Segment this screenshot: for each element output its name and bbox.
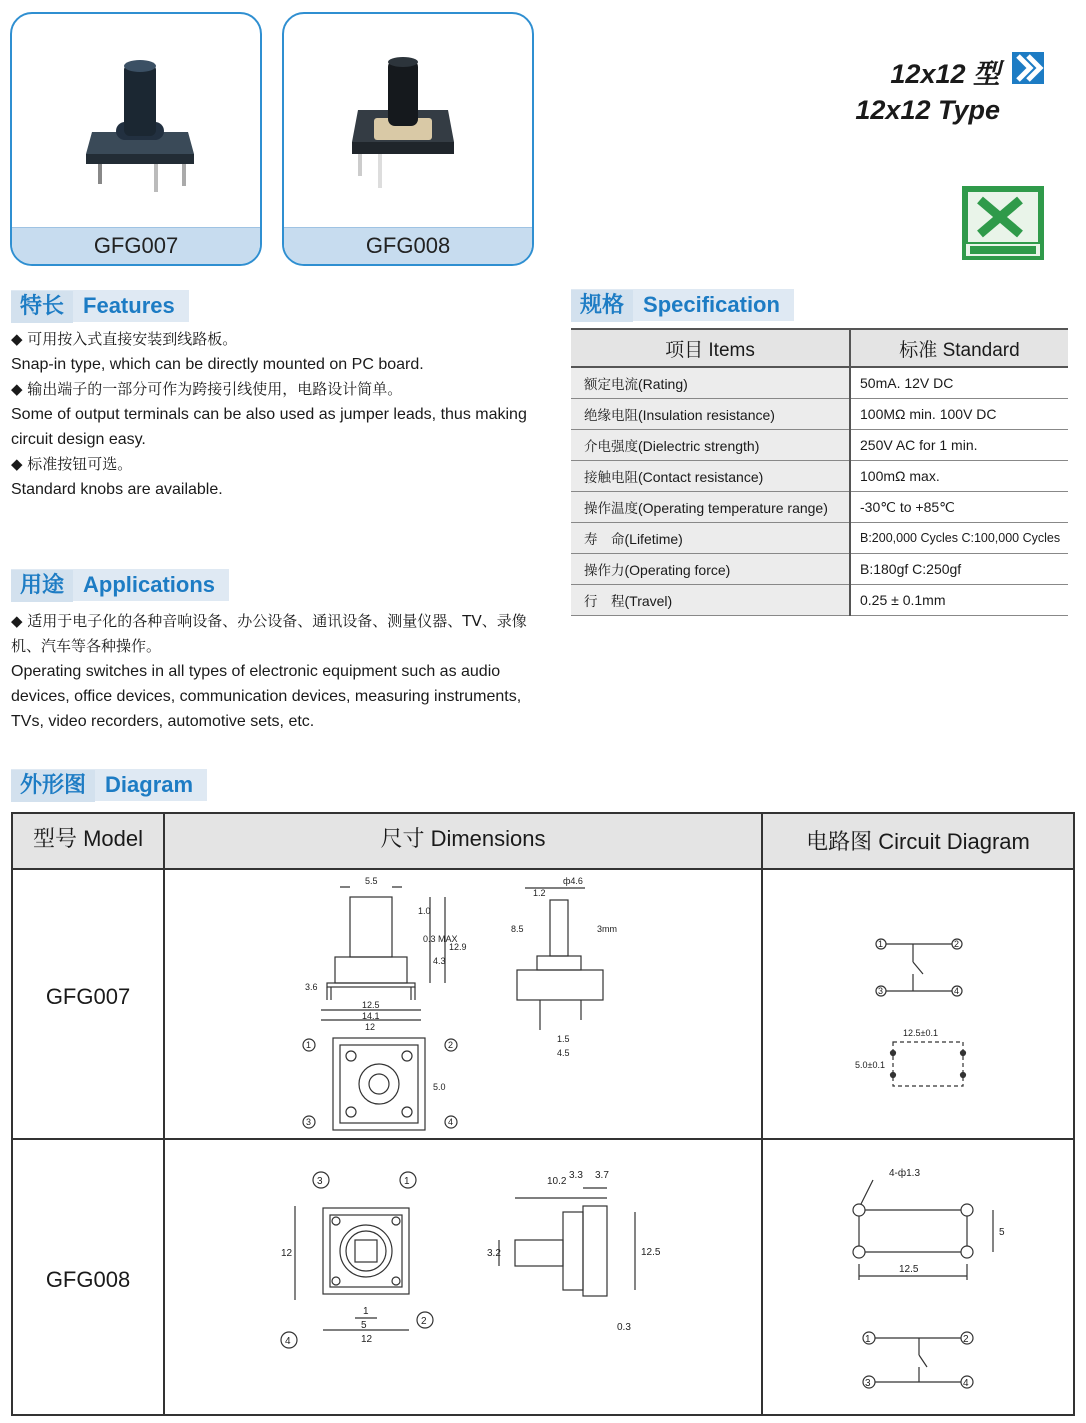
spec-item-en: (Operating temperature range) (638, 500, 828, 516)
spec-item-cn: 行 程 (584, 594, 625, 610)
spec-item-cn: 操作力 (584, 563, 625, 579)
col-dimensions: 尺寸 Dimensions (165, 814, 761, 870)
spec-item (571, 399, 850, 430)
product-card-gfg007 (10, 12, 262, 266)
specification-heading: 规格 Specification (571, 289, 794, 321)
spec-item-en: (Lifetime) (624, 531, 683, 547)
applications-cn: ◆ 适用于电子化的各种音响设备、办公设备、通讯设备、测量仪器、TV、录像机、汽车等各种操作。 (11, 612, 527, 655)
product-label: GFG008 (284, 227, 532, 264)
spec-value: B:180gf C:250gf (850, 554, 1068, 585)
pin-number: 2 (963, 1334, 969, 1345)
dim-label: 4.5 (557, 1048, 570, 1058)
dim-label: 12.9 (449, 942, 467, 952)
dim-label: 5 (361, 1320, 367, 1331)
pin-number: 1 (865, 1334, 871, 1345)
feature-1-cn: ◆ 可用按入式直接安装到线路板。 (11, 330, 238, 348)
dim-label: 5.0 (433, 1082, 446, 1092)
pin-number: 4 (285, 1336, 291, 1347)
spec-row (571, 554, 1068, 585)
dim-label: 1.5 (557, 1034, 570, 1044)
dim-label: 4.3 (433, 956, 446, 966)
model-gfg008: GFG008 (45, 1267, 131, 1292)
features-heading: 特长 Features (11, 290, 189, 322)
dim-label: 14.1 (362, 1011, 380, 1021)
gfg008-photo (284, 14, 532, 229)
spec-value: 100mΩ max. (850, 461, 1068, 492)
dim-label: 10.2 (547, 1176, 567, 1187)
pin-number: 3 (865, 1378, 871, 1389)
gfg008-dimension-drawing (165, 1140, 761, 1414)
applications-en: Operating switches in all types of electronic equipment such as audio devices, office devices, communication devices, measuring instruments, TVs, video recorders, automotive sets, etc. (11, 663, 522, 730)
pin-number: 2 (448, 1040, 454, 1050)
spec-item-en: (Rating) (638, 376, 688, 392)
gfg007-circuit-diagram (763, 870, 1073, 1138)
dim-label: 12 (281, 1248, 293, 1259)
spec-item-en: (Dielectric strength) (638, 438, 760, 454)
spec-item-cn: 介电强度 (584, 439, 638, 455)
pin-number: 4 (448, 1117, 454, 1127)
spec-item (571, 430, 850, 461)
pin-number: 1 (878, 939, 884, 949)
spec-item-cn: 寿 命 (584, 532, 625, 548)
dim-label: 4-ф1.3 (889, 1168, 921, 1179)
diagram-table (11, 812, 1075, 1416)
feature-1-en: Snap-in type, which can be directly mounted on PC board. (11, 356, 424, 373)
dim-label: 0.3 (617, 1322, 631, 1333)
dim-label: 0.3 MAX (423, 934, 458, 944)
col-standard: 标准 Standard (850, 329, 1068, 367)
spec-item (571, 585, 850, 616)
col-items: 项目 Items (571, 329, 850, 367)
features-text (11, 327, 551, 502)
dim-label: 12.5 (641, 1247, 661, 1258)
spec-value: -30℃ to +85℃ (850, 492, 1068, 523)
spec-item-en: (Contact resistance) (638, 469, 764, 485)
green-certification-logo-icon (962, 186, 1044, 260)
diagram-heading: 外形图 Diagram (11, 769, 207, 801)
spec-row (571, 461, 1068, 492)
dim-label: 12 (361, 1334, 373, 1345)
pin-number: 2 (954, 939, 960, 949)
dim-label: 12 (365, 1022, 376, 1032)
col-circuit: 电路图 Circuit Diagram (763, 814, 1073, 870)
feature-3-cn: ◆ 标准按钮可选。 (11, 455, 133, 473)
dim-label: 1 (363, 1306, 369, 1317)
spec-item (571, 367, 850, 399)
spec-row (571, 585, 1068, 616)
applications-heading: 用途 Applications (11, 569, 229, 601)
gfg007-photo (12, 14, 260, 229)
spec-value: 0.25 ± 0.1mm (850, 585, 1068, 616)
dim-label: 3mm (597, 924, 617, 934)
pin-number: 1 (404, 1176, 410, 1187)
dim-label: 12.5±0.1 (903, 1028, 938, 1038)
spec-value: 250V AC for 1 min. (850, 430, 1068, 461)
col-model: 型号 Model (13, 814, 163, 870)
dim-label: 5.0±0.1 (855, 1060, 885, 1070)
gfg008-circuit-diagram (763, 1140, 1073, 1414)
spec-item-en: (Insulation resistance) (638, 407, 775, 423)
pin-number: 3 (317, 1176, 323, 1187)
gfg007-dimension-drawing (165, 870, 761, 1138)
product-card-gfg008 (282, 12, 534, 266)
type-title-cn: 12x12 型 (890, 59, 1000, 89)
spec-item (571, 523, 850, 554)
dim-label: 5.5 (365, 876, 378, 886)
pin-number: 4 (954, 986, 960, 996)
feature-3-en: Standard knobs are available. (11, 481, 223, 498)
spec-row (571, 367, 1068, 399)
pin-number: 3 (306, 1117, 312, 1127)
dim-label: 5 (999, 1227, 1005, 1238)
applications-text (11, 609, 541, 734)
spec-row (571, 492, 1068, 523)
pin-number: 1 (306, 1040, 312, 1050)
dim-label: 3.3 (569, 1170, 583, 1181)
model-gfg007: GFG007 (45, 984, 131, 1009)
spec-item-cn: 操作温度 (584, 501, 638, 517)
dim-label: 8.5 (511, 924, 524, 934)
spec-item (571, 554, 850, 585)
dim-label: 12.5 (362, 1000, 380, 1010)
spec-value: B:200,000 Cycles C:100,000 Cycles (850, 523, 1068, 554)
arrow-right-icon (1012, 52, 1044, 84)
spec-item-cn: 接触电阻 (584, 470, 638, 486)
dim-label: 1.0 (418, 906, 431, 916)
dim-label: 3.7 (595, 1170, 609, 1181)
dim-label: 12.5 (899, 1264, 919, 1275)
dim-label: 3.2 (487, 1248, 501, 1259)
spec-item-cn: 绝缘电阻 (584, 408, 638, 424)
feature-2-en: Some of output terminals can be also used as jumper leads, thus making circuit design easy. (11, 406, 527, 448)
spec-item-en: (Operating force) (624, 562, 731, 578)
specification-table (571, 328, 1068, 616)
spec-row (571, 523, 1068, 554)
product-label: GFG007 (12, 227, 260, 264)
spec-item (571, 461, 850, 492)
spec-item-en: (Travel) (624, 593, 673, 609)
pin-number: 2 (421, 1316, 427, 1327)
spec-item-cn: 额定电流 (584, 377, 638, 393)
spec-value: 50mA. 12V DC (850, 367, 1068, 399)
feature-2-cn: ◆ 输出端子的一部分可作为跨接引线使用，电路设计简单。 (11, 380, 403, 398)
spec-item (571, 492, 850, 523)
dim-label: 1.2 (533, 888, 546, 898)
type-title-en: 12x12 Type (855, 95, 1000, 125)
spec-row (571, 430, 1068, 461)
pin-number: 3 (878, 986, 884, 996)
dim-label: 3.6 (305, 982, 318, 992)
spec-value: 100MΩ min. 100V DC (850, 399, 1068, 430)
spec-row (571, 399, 1068, 430)
dim-label: ф4.6 (563, 876, 583, 886)
pin-number: 4 (963, 1378, 969, 1389)
